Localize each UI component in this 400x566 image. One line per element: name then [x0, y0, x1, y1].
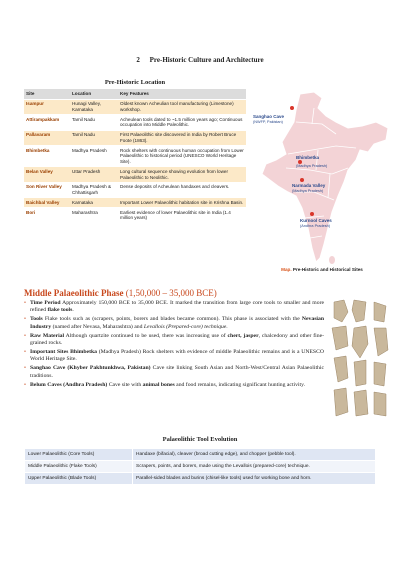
location-table — [24, 89, 246, 222]
site-features: Dense deposits of Acheulean handaxes and cleavers. — [118, 182, 246, 197]
evolution-table — [24, 448, 376, 485]
site-features: Earliest evidence of lower Palaeolithic site in India (1.4 million years) — [118, 208, 246, 223]
table-row — [24, 130, 246, 145]
map-caption-label: Map. — [281, 267, 292, 272]
tool-blade — [354, 360, 366, 386]
map-sublabel-kurnool: (Andhra Pradesh) — [300, 224, 330, 228]
tool-flake — [334, 300, 348, 322]
col-location: Location — [70, 89, 118, 99]
site-location: Uttar Pradesh — [70, 167, 118, 182]
map-caption — [252, 267, 392, 272]
tool-flake — [334, 388, 348, 416]
list-item: • Sanghao Cave (Khyber Pakhtunkhwa, Pakistan) Cave site linking South Asian and North-West/Central Asian Palaeolithic traditions. — [24, 365, 324, 380]
narmada-marker — [300, 178, 304, 182]
stone-tools-image — [328, 298, 392, 422]
site-location: Karnataka — [70, 198, 118, 208]
table-row — [24, 198, 246, 208]
site-location: Tamil Nadu — [70, 130, 118, 145]
site-name: Bhimbetka — [24, 146, 70, 167]
site-location: Maharashtra — [70, 208, 118, 223]
site-features: Rock shelters with continuous human occupation from Lower Palaeolithic to historical period (UNESCO World Heritage Site). — [118, 146, 246, 167]
list-item: • Belum Caves (Andhra Pradesh) Cave site with animal bones and food remains, indicating significant hunting activity. — [24, 382, 324, 389]
table-row — [25, 449, 376, 461]
section-title-text: Middle Palaeolithic Phase — [24, 288, 124, 298]
evolution-description: Handaxe (bifacial), cleaver (broad cutting edge), and chopper (pebble tool). — [133, 449, 376, 461]
map-label-bhimbetka: Bhimbetka — [296, 155, 320, 160]
table-row — [25, 473, 376, 485]
evolution-description: Parallel-sided blades and burins (chisel-like tools) used for working bone and horn. — [133, 473, 376, 485]
table-row — [25, 461, 376, 473]
col-features: Key Features — [118, 89, 246, 99]
tool-point — [352, 326, 368, 358]
evolution-table-title: Palaeolithic Tool Evolution — [162, 436, 238, 443]
list-item: • Time Period Approximately 150,000 BCE to 35,000 BCE. It marked the transition from large core tools to smaller and more refined flake tools. — [24, 300, 324, 315]
site-location: Madhya Pradesh & Chhattisgarh — [70, 182, 118, 197]
table-row — [24, 99, 246, 114]
site-features: Oldest known Acheulian tool manufacturing (Limestone) workshop. — [118, 99, 246, 114]
sri-lanka — [329, 256, 335, 264]
site-name: Attirampakkam — [24, 115, 70, 130]
list-item: • Tools Flake tools such as (scrapers, points, borers and blades became common). This phase is associated with the Nevasian Industry (named after Nevasa, Maharashtra) and Levallois (Prepared-core) technique. — [24, 316, 324, 331]
tool-borer — [334, 356, 348, 382]
india-map — [252, 88, 392, 268]
evolution-stage: Lower Palaeolithic (Core Tools) — [25, 449, 133, 461]
tool-blade — [374, 362, 386, 386]
map-caption-text: Pre-Historic and Historical Sites — [292, 267, 363, 272]
table-row — [24, 115, 246, 130]
table-row — [24, 208, 246, 223]
site-name: Belan Valley — [24, 167, 70, 182]
col-site: Site — [24, 89, 70, 99]
evolution-stage: Upper Palaeolithic (Blade Tools) — [25, 473, 133, 485]
site-location: Madhya Pradesh — [70, 146, 118, 167]
map-sublabel-sanghao: (NWFP, Pakistan) — [253, 120, 283, 124]
evolution-description: Scrapers, points, and borers, made using the Levallois (prepared-core) technique. — [133, 461, 376, 473]
sanghao-marker — [290, 106, 294, 110]
site-location: Tamil Nadu — [70, 115, 118, 130]
section-title-range: (1,50,000 – 35,000 BCE) — [125, 288, 217, 298]
tool-flake — [374, 302, 386, 322]
location-table-title: Pre-Historic Location — [104, 79, 166, 86]
chapter-title: Pre-Historic Culture and Architecture — [149, 56, 264, 64]
tool-flake — [352, 300, 366, 322]
site-name: Pallavaram — [24, 130, 70, 145]
tool-flake — [354, 390, 368, 416]
site-name: Bori — [24, 208, 70, 223]
map-sublabel-narmada: (Madhya Pradesh) — [292, 189, 324, 193]
tool-point — [374, 328, 388, 356]
site-features: Important Lower Palaeolithic habitation site in Krishna Basin. — [118, 198, 246, 208]
site-name: Isampur — [24, 99, 70, 114]
section-title — [24, 288, 217, 298]
tool-flake — [374, 392, 386, 416]
list-item: • Raw Material Although quartzite continued to be used, there was increasing use of chert, jasper, chalcedony and other fine- grained rocks. — [24, 333, 324, 348]
table-row — [24, 167, 246, 182]
map-sublabel-bhimbetka: (Madhya Pradesh) — [296, 164, 328, 168]
kurnool-marker — [310, 212, 314, 216]
map-label-kurnool: Kurnool Caves — [300, 218, 332, 223]
map-label-sanghao: Sanghao Cave — [253, 114, 285, 119]
site-features: First Palaeolithic site discovered in India by Robert Bruce Foote (1863). — [118, 130, 246, 145]
site-features: Long cultural sequence showing evolution from lower Palaeolithic to Neolithic. — [118, 167, 246, 182]
site-name: Son River Valley — [24, 182, 70, 197]
site-location: Hunagi Valley, Karnataka — [70, 99, 118, 114]
page-header — [0, 56, 400, 64]
site-features: Acheulean tools dated to ~1.5 million years ago; Continuous occupation into Middle Paleolithic. — [118, 115, 246, 130]
site-name: Baichbal Valley — [24, 198, 70, 208]
map-label-narmada: Narmada Valley — [292, 183, 326, 188]
page-number: 2 — [136, 56, 140, 64]
tool-scraper — [332, 326, 348, 350]
location-table-header — [24, 89, 246, 99]
table-row — [24, 146, 246, 167]
middle-phase-bullets — [24, 300, 324, 390]
list-item: • Important Sites Bhimbetka (Madhya Pradesh) Rock shelters with evidence of middle Palaeolithic remains and is a UNESCO World Heritage Site. — [24, 349, 324, 364]
evolution-stage: Middle Palaeolithic (Flake Tools) — [25, 461, 133, 473]
table-row — [24, 182, 246, 197]
